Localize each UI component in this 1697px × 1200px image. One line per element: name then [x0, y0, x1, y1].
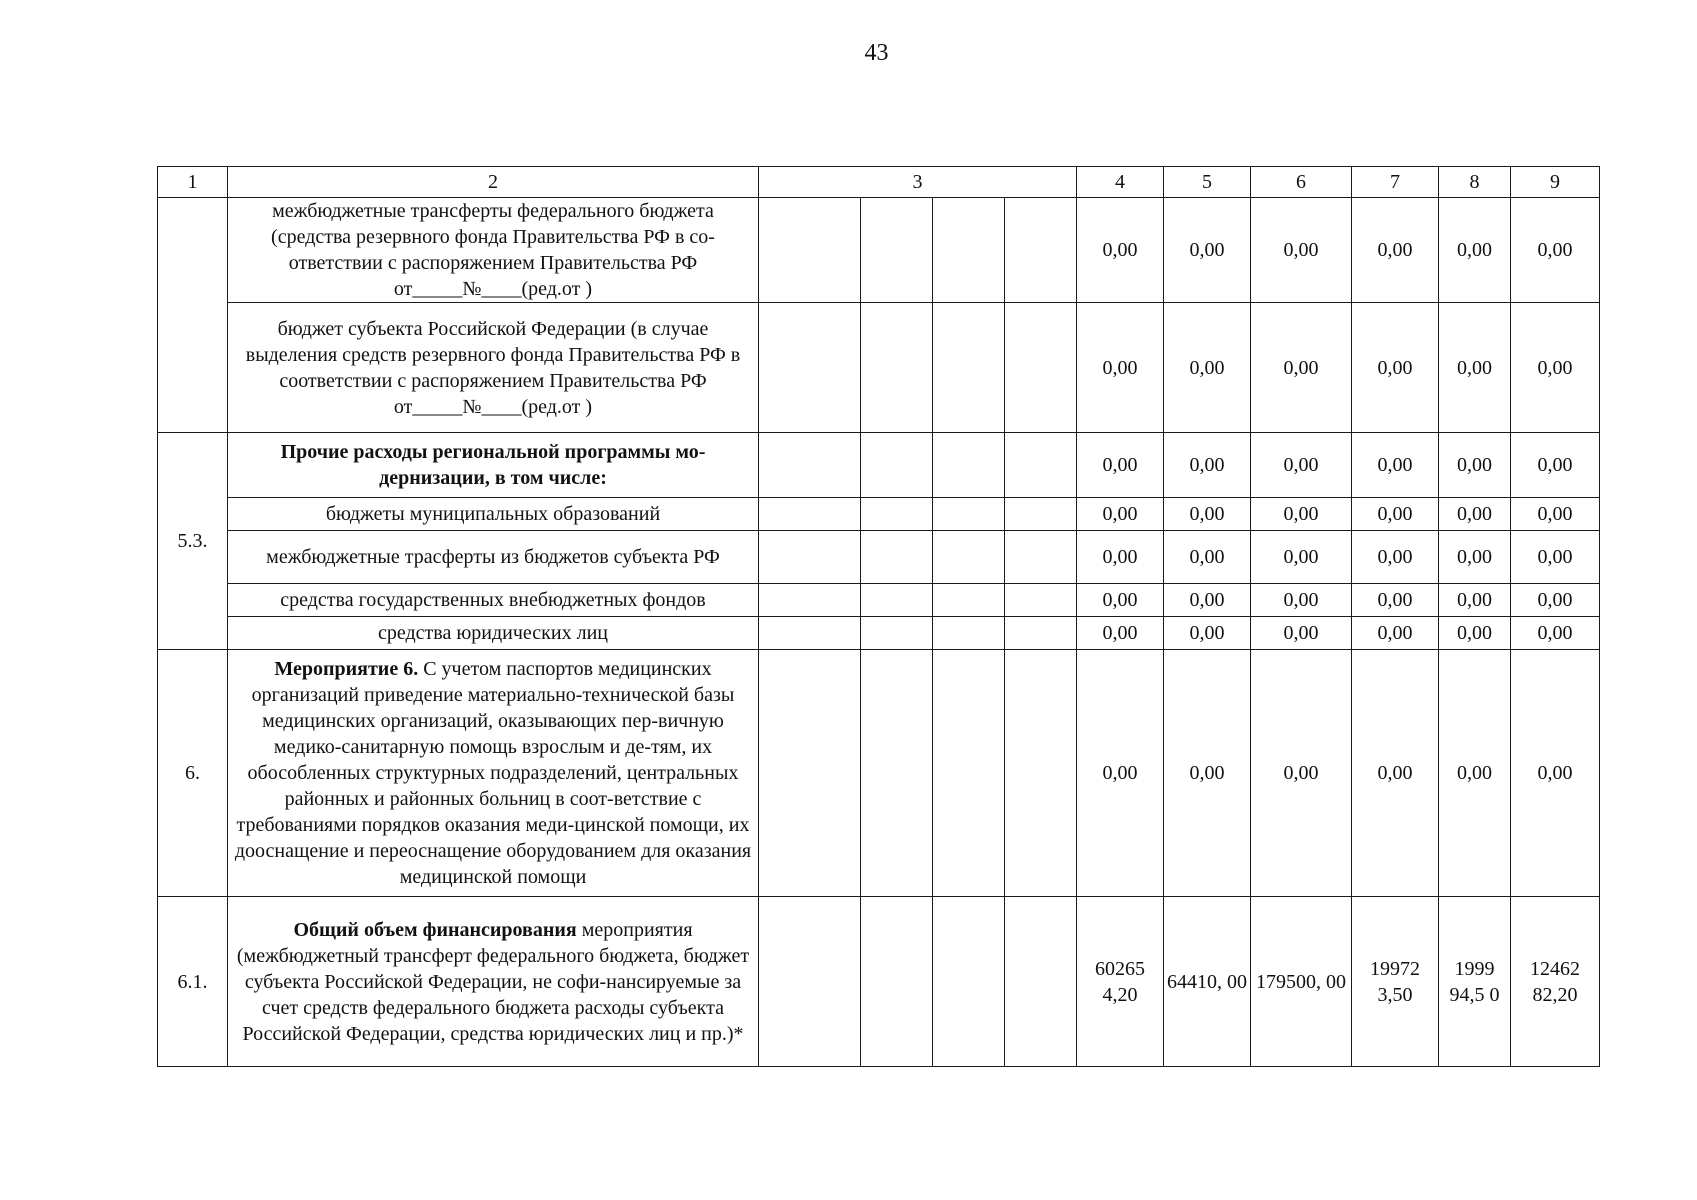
- header-col-3: 3: [759, 167, 1077, 198]
- header-col-7: 7: [1352, 167, 1439, 198]
- row-description-text: межбюджетные трасферты из бюджетов субъекта РФ: [266, 546, 720, 568]
- subcol-c: [933, 584, 1005, 617]
- subcol-c: [933, 650, 1005, 897]
- row-description-text: межбюджетные трансферты федерального бюджета (средства резервного фонда Правительства РФ в со-ответствии с распоряжением Правительства РФ от_____№____(ред.от ): [271, 200, 715, 300]
- value-col-7: 0,00: [1352, 198, 1439, 303]
- subcol-c: [933, 531, 1005, 584]
- subcol-a: [759, 531, 861, 584]
- header-col-1: 1: [158, 167, 228, 198]
- row-number: 6.: [158, 650, 228, 897]
- value-col-7: 0,00: [1352, 531, 1439, 584]
- value-col-7: 0,00: [1352, 584, 1439, 617]
- value-col-9: 0,00: [1511, 584, 1600, 617]
- value-col-7: 0,00: [1352, 433, 1439, 498]
- value-col-6: 0,00: [1251, 433, 1352, 498]
- subcol-b: [861, 303, 933, 433]
- value-col-5: 0,00: [1164, 531, 1251, 584]
- subcol-d: [1005, 531, 1077, 584]
- value-col-7: 0,00: [1352, 617, 1439, 650]
- header-col-9: 9: [1511, 167, 1600, 198]
- value-col-7: 0,00: [1352, 303, 1439, 433]
- row-description: [228, 531, 759, 584]
- row-description-bold: Прочие расходы региональной программы мо-дернизации, в том числе:: [280, 441, 706, 489]
- subcol-b: [861, 433, 933, 498]
- value-col-9: 0,00: [1511, 198, 1600, 303]
- row-description: [228, 650, 759, 897]
- row-number: 5.3.: [158, 433, 228, 650]
- value-col-6: 0,00: [1251, 650, 1352, 897]
- value-col-4: 0,00: [1077, 303, 1164, 433]
- value-col-8: 0,00: [1439, 531, 1511, 584]
- table-row: [158, 303, 1600, 433]
- subcol-a: [759, 650, 861, 897]
- value-col-8: 1999 94,5 0: [1439, 897, 1511, 1067]
- value-col-4: 60265 4,20: [1077, 897, 1164, 1067]
- value-col-6: 0,00: [1251, 617, 1352, 650]
- value-col-6: 0,00: [1251, 198, 1352, 303]
- value-col-5: 0,00: [1164, 433, 1251, 498]
- value-col-8: 0,00: [1439, 650, 1511, 897]
- row-description-text: средства государственных внебюджетных фондов: [280, 589, 706, 611]
- row-description-text: мероприятия (межбюджетный трансферт федерального бюджета, бюджет субъекта Российской Федерации, не софи-нансируемые за счет средств федерального бюджета расходы субъекта Российской Федерации, средства юридических лиц и пр.)*: [236, 918, 750, 1045]
- row-description: [228, 498, 759, 531]
- table-row: [158, 617, 1600, 650]
- value-col-9: 0,00: [1511, 531, 1600, 584]
- subcol-b: [861, 897, 933, 1067]
- row-description-text: средства юридических лиц: [378, 622, 608, 644]
- value-col-7: 0,00: [1352, 650, 1439, 897]
- value-col-9: 0,00: [1511, 303, 1600, 433]
- value-col-5: 0,00: [1164, 650, 1251, 897]
- value-col-7: 19972 3,50: [1352, 897, 1439, 1067]
- value-col-5: 0,00: [1164, 584, 1251, 617]
- value-col-8: 0,00: [1439, 584, 1511, 617]
- subcol-d: [1005, 303, 1077, 433]
- value-col-9: 0,00: [1511, 498, 1600, 531]
- value-col-6: 0,00: [1251, 498, 1352, 531]
- subcol-b: [861, 198, 933, 303]
- value-col-8: 0,00: [1439, 303, 1511, 433]
- value-col-8: 0,00: [1439, 498, 1511, 531]
- value-col-5: 64410, 00: [1164, 897, 1251, 1067]
- subcol-b: [861, 650, 933, 897]
- value-col-4: 0,00: [1077, 617, 1164, 650]
- value-col-6: 0,00: [1251, 303, 1352, 433]
- row-description-text: бюджеты муниципальных образований: [325, 503, 661, 525]
- value-col-9: 0,00: [1511, 650, 1600, 897]
- row-description: [228, 303, 759, 433]
- table-row: [158, 584, 1600, 617]
- value-col-7: 0,00: [1352, 498, 1439, 531]
- subcol-c: [933, 433, 1005, 498]
- table-row: [158, 198, 1600, 303]
- row-description: [228, 198, 759, 303]
- row-description-text: С учетом паспортов медицинских организаций приведение материально-технической базы медицинских организаций, оказывающих пер-вичную медико-санитарную помощь взрослым и де-тям, их обособленных структурных подразделений, центральных районных и районных больниц в соот-ветствие с требованиями порядков оказания меди-цинской помощи, их дооснащение и переоснащение оборудованием для оказания медицинской помощи: [234, 658, 752, 888]
- value-col-6: 0,00: [1251, 584, 1352, 617]
- row-description-bold: Мероприятие 6.: [274, 658, 419, 680]
- value-col-5: 0,00: [1164, 498, 1251, 531]
- table-row: [158, 498, 1600, 531]
- row-description: [228, 897, 759, 1067]
- page-number: 43: [864, 40, 889, 66]
- subcol-c: [933, 498, 1005, 531]
- subcol-a: [759, 584, 861, 617]
- subcol-d: [1005, 897, 1077, 1067]
- row-number: 6.1.: [158, 897, 228, 1067]
- value-col-4: 0,00: [1077, 650, 1164, 897]
- value-col-6: 0,00: [1251, 531, 1352, 584]
- subcol-b: [861, 584, 933, 617]
- subcol-a: [759, 198, 861, 303]
- row-description-bold: Общий объем финансирования: [293, 918, 577, 941]
- subcol-a: [759, 498, 861, 531]
- table-row: [158, 531, 1600, 584]
- value-col-4: 0,00: [1077, 433, 1164, 498]
- row-description: [228, 617, 759, 650]
- table-row: [158, 433, 1600, 498]
- value-col-5: 0,00: [1164, 303, 1251, 433]
- value-col-8: 0,00: [1439, 433, 1511, 498]
- row-description: [228, 584, 759, 617]
- header-row: [158, 167, 1600, 198]
- header-col-6: 6: [1251, 167, 1352, 198]
- value-col-8: 0,00: [1439, 198, 1511, 303]
- value-col-4: 0,00: [1077, 584, 1164, 617]
- subcol-b: [861, 531, 933, 584]
- table-row: [158, 897, 1600, 1067]
- subcol-c: [933, 198, 1005, 303]
- value-col-5: 0,00: [1164, 617, 1251, 650]
- subcol-d: [1005, 650, 1077, 897]
- row-description-text: бюджет субъекта Российской Федерации (в случае выделения средств резервного фонда Правительства РФ в соответствии с распоряжением Правительства РФ от_____№____(ред.от ): [245, 317, 741, 418]
- value-col-4: 0,00: [1077, 531, 1164, 584]
- subcol-a: [759, 897, 861, 1067]
- subcol-a: [759, 303, 861, 433]
- value-col-6: 179500, 00: [1251, 897, 1352, 1067]
- subcol-d: [1005, 584, 1077, 617]
- header-col-2: 2: [228, 167, 759, 198]
- subcol-d: [1005, 198, 1077, 303]
- row-number: [158, 198, 228, 433]
- header-col-4: 4: [1077, 167, 1164, 198]
- value-col-5: 0,00: [1164, 198, 1251, 303]
- value-col-4: 0,00: [1077, 498, 1164, 531]
- financing-table: [157, 166, 1600, 1067]
- subcol-d: [1005, 617, 1077, 650]
- value-col-9: 12462 82,20: [1511, 897, 1600, 1067]
- subcol-d: [1005, 498, 1077, 531]
- row-description: [228, 433, 759, 498]
- subcol-d: [1005, 433, 1077, 498]
- subcol-b: [861, 617, 933, 650]
- value-col-9: 0,00: [1511, 617, 1600, 650]
- table-row: [158, 650, 1600, 897]
- value-col-4: 0,00: [1077, 198, 1164, 303]
- value-col-8: 0,00: [1439, 617, 1511, 650]
- subcol-c: [933, 617, 1005, 650]
- subcol-a: [759, 433, 861, 498]
- header-col-8: 8: [1439, 167, 1511, 198]
- subcol-a: [759, 617, 861, 650]
- subcol-c: [933, 897, 1005, 1067]
- subcol-c: [933, 303, 1005, 433]
- subcol-b: [861, 498, 933, 531]
- value-col-9: 0,00: [1511, 433, 1600, 498]
- header-col-5: 5: [1164, 167, 1251, 198]
